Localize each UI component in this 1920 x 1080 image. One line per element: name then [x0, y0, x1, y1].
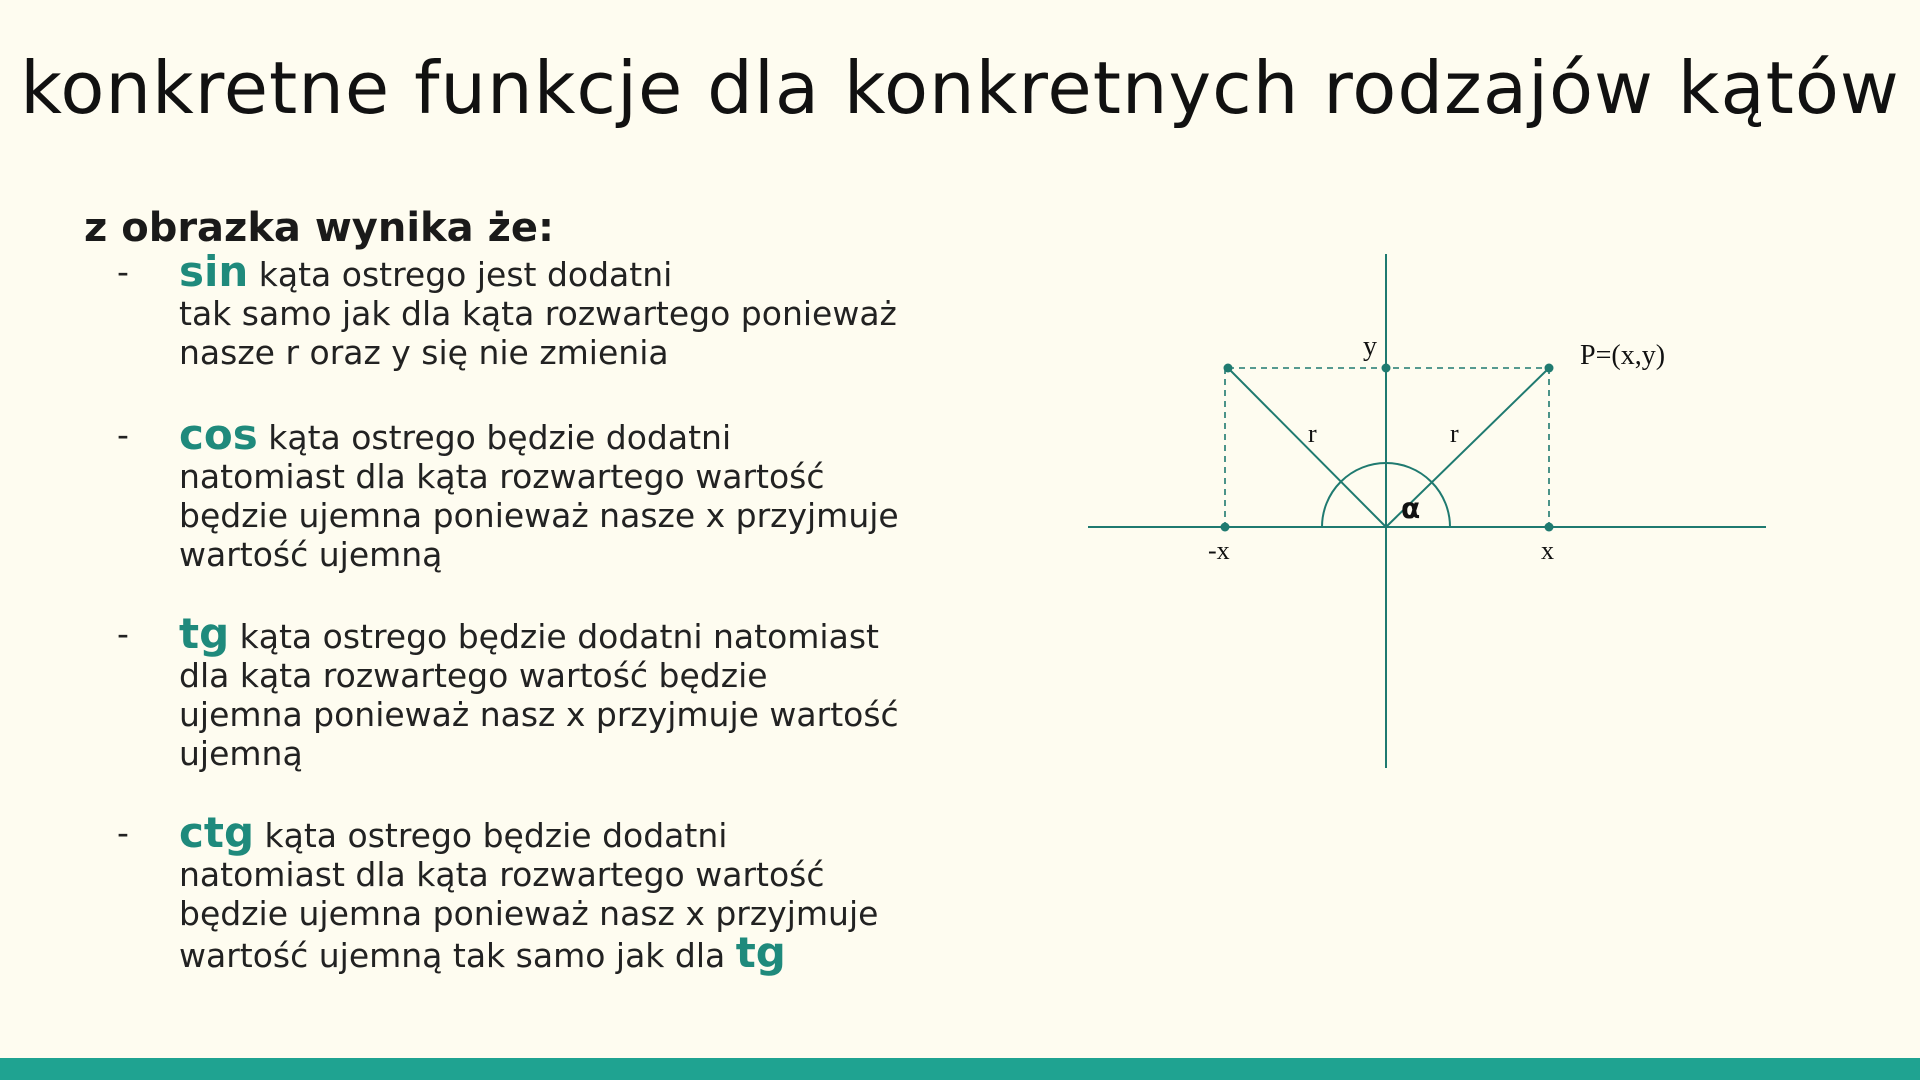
bullet-text: nasze r oraz y się nie zmienia: [179, 333, 669, 372]
bullet-dash: -: [117, 252, 129, 291]
radius-left: [1228, 368, 1386, 527]
bullet-dash: -: [117, 813, 129, 852]
point-y: [1382, 364, 1391, 373]
bullet-ctg: [115, 808, 995, 977]
bullet-line: [179, 247, 995, 296]
bullet-line: [179, 928, 995, 977]
label-r-right: r: [1450, 419, 1459, 448]
point-neg-x: [1221, 523, 1230, 532]
unit-circle-diagram: [1080, 250, 1780, 770]
label-r-left: r: [1308, 419, 1317, 448]
bottom-accent-bar: [0, 1058, 1920, 1080]
point-p-left: [1224, 364, 1233, 373]
bullet-line: [179, 808, 995, 857]
bullet-sin: [115, 247, 995, 372]
term-ctg: ctg: [179, 808, 255, 857]
bullet-text: natomiast dla kąta rozwartego wartość: [179, 855, 825, 894]
bullet-tg: [115, 609, 995, 773]
bullet-text: wartość ujemną tak samo jak dla: [179, 936, 736, 975]
bullet-line: [179, 609, 995, 658]
bullet-text: wartość ujemną: [179, 535, 443, 574]
bullet-text: będzie ujemna ponieważ nasz x przyjmuje: [179, 894, 879, 933]
bullet-text: będzie ujemna ponieważ nasze x przyjmuje: [179, 496, 899, 535]
point-x: [1545, 523, 1554, 532]
bullet-text: kąta ostrego będzie dodatni: [254, 816, 728, 855]
bullet-text: kąta ostrego jest dodatni: [248, 255, 673, 294]
bullet-text: tak samo jak dla kąta rozwartego ponieważ: [179, 294, 897, 333]
bullet-text: natomiast dla kąta rozwartego wartość: [179, 457, 825, 496]
bullet-text: ujemną: [179, 734, 303, 773]
bullet-dash: -: [117, 415, 129, 454]
bullet-list: [115, 247, 995, 1018]
label-point-p: P=(x,y): [1580, 340, 1666, 371]
bullet-text: kąta ostrego będzie dodatni natomiast: [229, 617, 879, 656]
label-y: y: [1363, 331, 1377, 362]
term-sin: sin: [179, 247, 249, 296]
bullet-dash: -: [117, 614, 129, 653]
label-neg-x: -x: [1208, 536, 1230, 565]
label-x: x: [1541, 536, 1554, 565]
label-alpha: α: [1401, 492, 1421, 525]
bullet-text: dla kąta rozwartego wartość będzie: [179, 656, 768, 695]
bullet-text: kąta ostrego będzie dodatni: [257, 418, 732, 457]
bullet-text: ujemna ponieważ nasz x przyjmuje wartość: [179, 695, 899, 734]
bullet-line: [179, 410, 995, 459]
bullet-cos: [115, 410, 995, 574]
slide-title: konkretne funkcje dla konkretnych rodzajów kątów: [20, 46, 1900, 130]
term-tg: tg: [179, 609, 230, 658]
term-cos: cos: [179, 410, 258, 459]
intro-heading: z obrazka wynika że:: [84, 205, 554, 251]
point-p: [1545, 364, 1554, 373]
term-tg-reference: tg: [735, 928, 786, 977]
